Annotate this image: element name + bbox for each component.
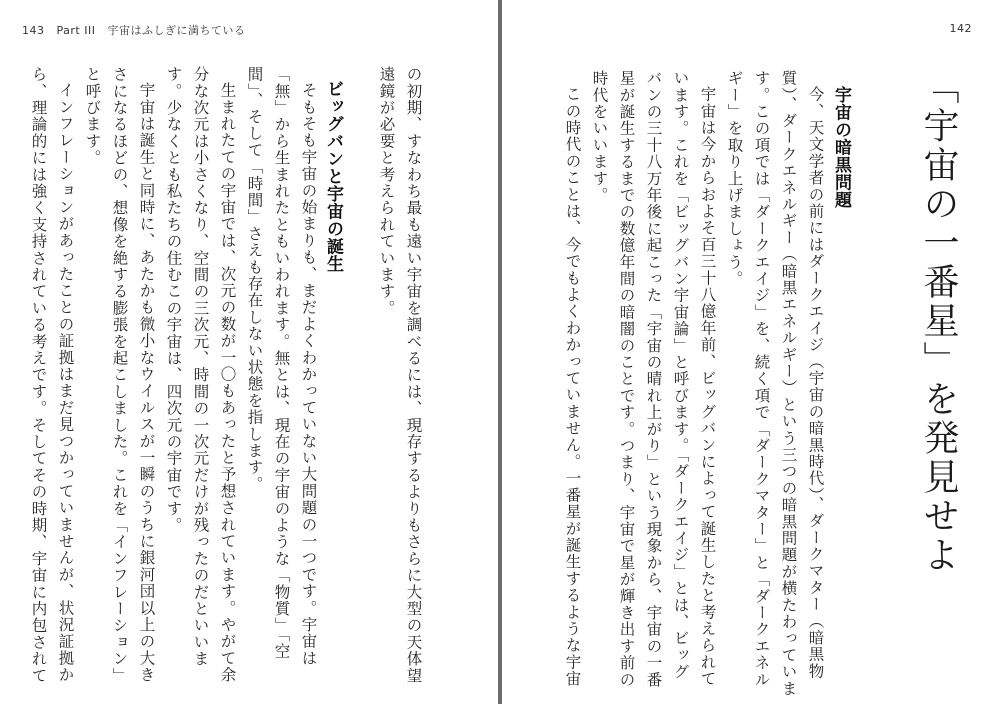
- text-column: 質）、ダークエネルギー（暗黒エネルギー）という三つの暗黒問題が横たわっていま: [779, 70, 798, 697]
- text-column: この時代のことは、今でもよくわかっていません。一番星が誕生するような宇宙: [563, 86, 582, 688]
- text-column: 星が誕生するまでの数億年間の暗闇のことです。つまり、宇宙で星が輝き出す前の: [617, 70, 636, 688]
- text-column: さになるほどの、想像を絶する膨張を起こしました。これを「インフレーション」: [110, 66, 129, 684]
- text-column: 時代をいいます。: [590, 70, 609, 204]
- text-column: ギー」を取り上げましょう。: [725, 70, 744, 288]
- text-column: 宇宙は誕生と同時に、あたかも微小なウイルスが一瞬のうちに銀河団以上の大き: [137, 82, 156, 684]
- text-column: そもそも宇宙の始まりも、まだよくわかっていない大問題の一つです。宇宙は: [299, 82, 318, 667]
- left-page: [0, 0, 498, 704]
- text-column: と呼びます。: [83, 66, 102, 167]
- part-label: Part III: [56, 24, 96, 37]
- text-column: バンの三十八万年後に起こった「宇宙の晴れ上がり」という現象から、宇宙の一番: [644, 70, 663, 688]
- text-column: の初期、すなわち最も遠い宇宙を調べるには、現存するよりもさらに大型の天体望: [404, 66, 423, 684]
- page-number: 142: [949, 22, 972, 35]
- text-column: ら、理論的には強く支持されている考えです。そしてその時期、宇宙に内包されて: [29, 66, 48, 684]
- section-heading: ビッグバンと宇宙の誕生: [323, 80, 343, 273]
- text-column: インフレーションがあったことの証拠はまだ見つかっていませんが、状況証拠か: [56, 82, 75, 684]
- text-column: 「無」から生まれたともいわれます。無とは、現在の宇宙のような「物質」「空: [272, 66, 291, 660]
- page-number: 143: [22, 24, 45, 37]
- text-column: す。少なくとも私たちの住むこの宇宙は、四次元の宇宙です。: [164, 66, 183, 534]
- right-page: [502, 0, 1000, 704]
- text-column: 今、天文学者の前にはダークエイジ（宇宙の暗黒時代）、ダークマター（暗黒物: [806, 86, 825, 680]
- text-column: す。この項では「ダークエイジ」を、続く項で「ダークマター」と「ダークエネル: [752, 70, 771, 688]
- text-column: 遠鏡が必要と考えられています。: [377, 66, 396, 317]
- text-column: います。これを「ビッグバン宇宙論」と呼びます。「ダークエイジ」とは、ビッグ: [671, 70, 690, 681]
- running-header: [22, 22, 245, 38]
- part-title: 宇宙はふしぎに満ちている: [107, 24, 246, 37]
- text-column: 分な次元は小さくなり、空間の三次元、時間の一次元だけが残ったのだといいま: [191, 66, 210, 668]
- chapter-title: 「宇宙の一番星」を発見せよ: [918, 68, 959, 575]
- text-column: 間」、そして「時間」さえも存在しない状態を指します。: [245, 66, 264, 493]
- section-heading: 宇宙の暗黒問題: [831, 86, 851, 209]
- text-column: 生まれたての宇宙では、次元の数が一〇もあったと予想されています。やがて余: [218, 82, 237, 684]
- text-column: 宇宙は今からおよそ百三十八億年前、ビッグバンによって誕生したと考えられて: [698, 86, 717, 688]
